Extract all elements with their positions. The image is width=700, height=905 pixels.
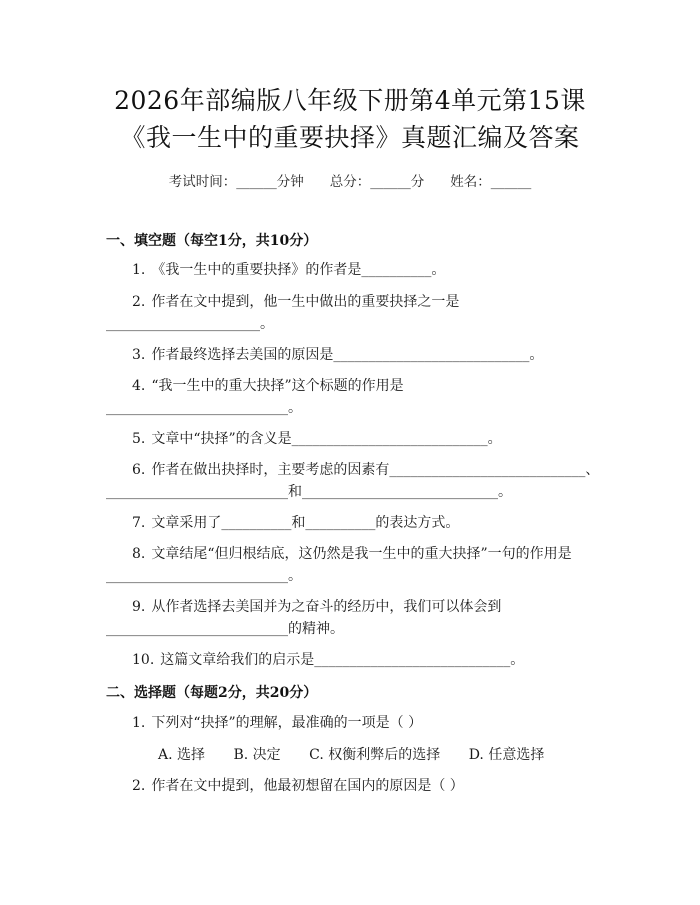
section-heading-fill: 一、填空题（每空1分，共10分） [106,233,318,249]
fill-question-8: 8. 文章结尾“但归根结底，这仍然是我一生中的重大抉择”一句的作用是 [132,546,572,562]
fill-question-6-cont: __________________________和____________________________。 [106,484,512,500]
fill-question-2: 2. 作者在文中提到，他一生中做出的重要抉择之一是 [132,294,460,310]
exam-score: 总分：______分 [329,174,425,190]
choice-question-1-options [158,745,568,765]
title-line-1: 2026年部编版八年级下册第4单元第15课 [114,86,586,115]
fill-question-1: 1. 《我一生中的重要抉择》的作者是__________。 [132,262,446,278]
option-b[interactable]: B. 决定 [233,747,281,763]
fill-question-10: 10. 这篇文章给我们的启示是____________________________。 [132,652,525,668]
exam-time: 考试时间：______分钟 [168,174,304,190]
fill-question-4-cont: __________________________。 [106,400,302,416]
fill-question-6: 6. 作者在做出抉择时，主要考虑的因素有____________________________、 [132,462,600,478]
option-c[interactable]: C. 权衡利弊后的选择 [309,747,441,763]
choice-question-2: 2. 作者在文中提到，他最初想留在国内的原因是（ ） [132,778,464,794]
fill-question-4: 4. “我一生中的重大抉择”这个标题的作用是 [132,378,404,394]
exam-name: 姓名：______ [450,174,532,190]
fill-question-8-cont: __________________________。 [106,568,302,584]
fill-question-5: 5. 文章中“抉择”的含义是____________________________。 [132,431,502,447]
exam-meta [0,170,700,190]
choice-question-1: 1. 下列对“抉择”的理解，最准确的一项是（ ） [132,715,423,731]
title-line-2: 《我一生中的重要抉择》真题汇编及答案 [120,123,580,152]
fill-question-7: 7. 文章采用了__________和__________的表达方式。 [132,515,460,531]
section-heading-choice: 二、选择题（每题2分，共20分） [106,685,318,701]
option-d[interactable]: D. 任意选择 [468,747,545,763]
fill-question-9: 9. 从作者选择去美国并为之奋斗的经历中，我们可以体会到 [132,599,502,615]
fill-question-9-cont: __________________________的精神。 [106,621,344,637]
fill-question-2-cont: ______________________。 [106,316,274,332]
fill-question-3: 3. 作者最终选择去美国的原因是____________________________。 [132,347,544,363]
option-a[interactable]: A. 选择 [158,747,206,763]
